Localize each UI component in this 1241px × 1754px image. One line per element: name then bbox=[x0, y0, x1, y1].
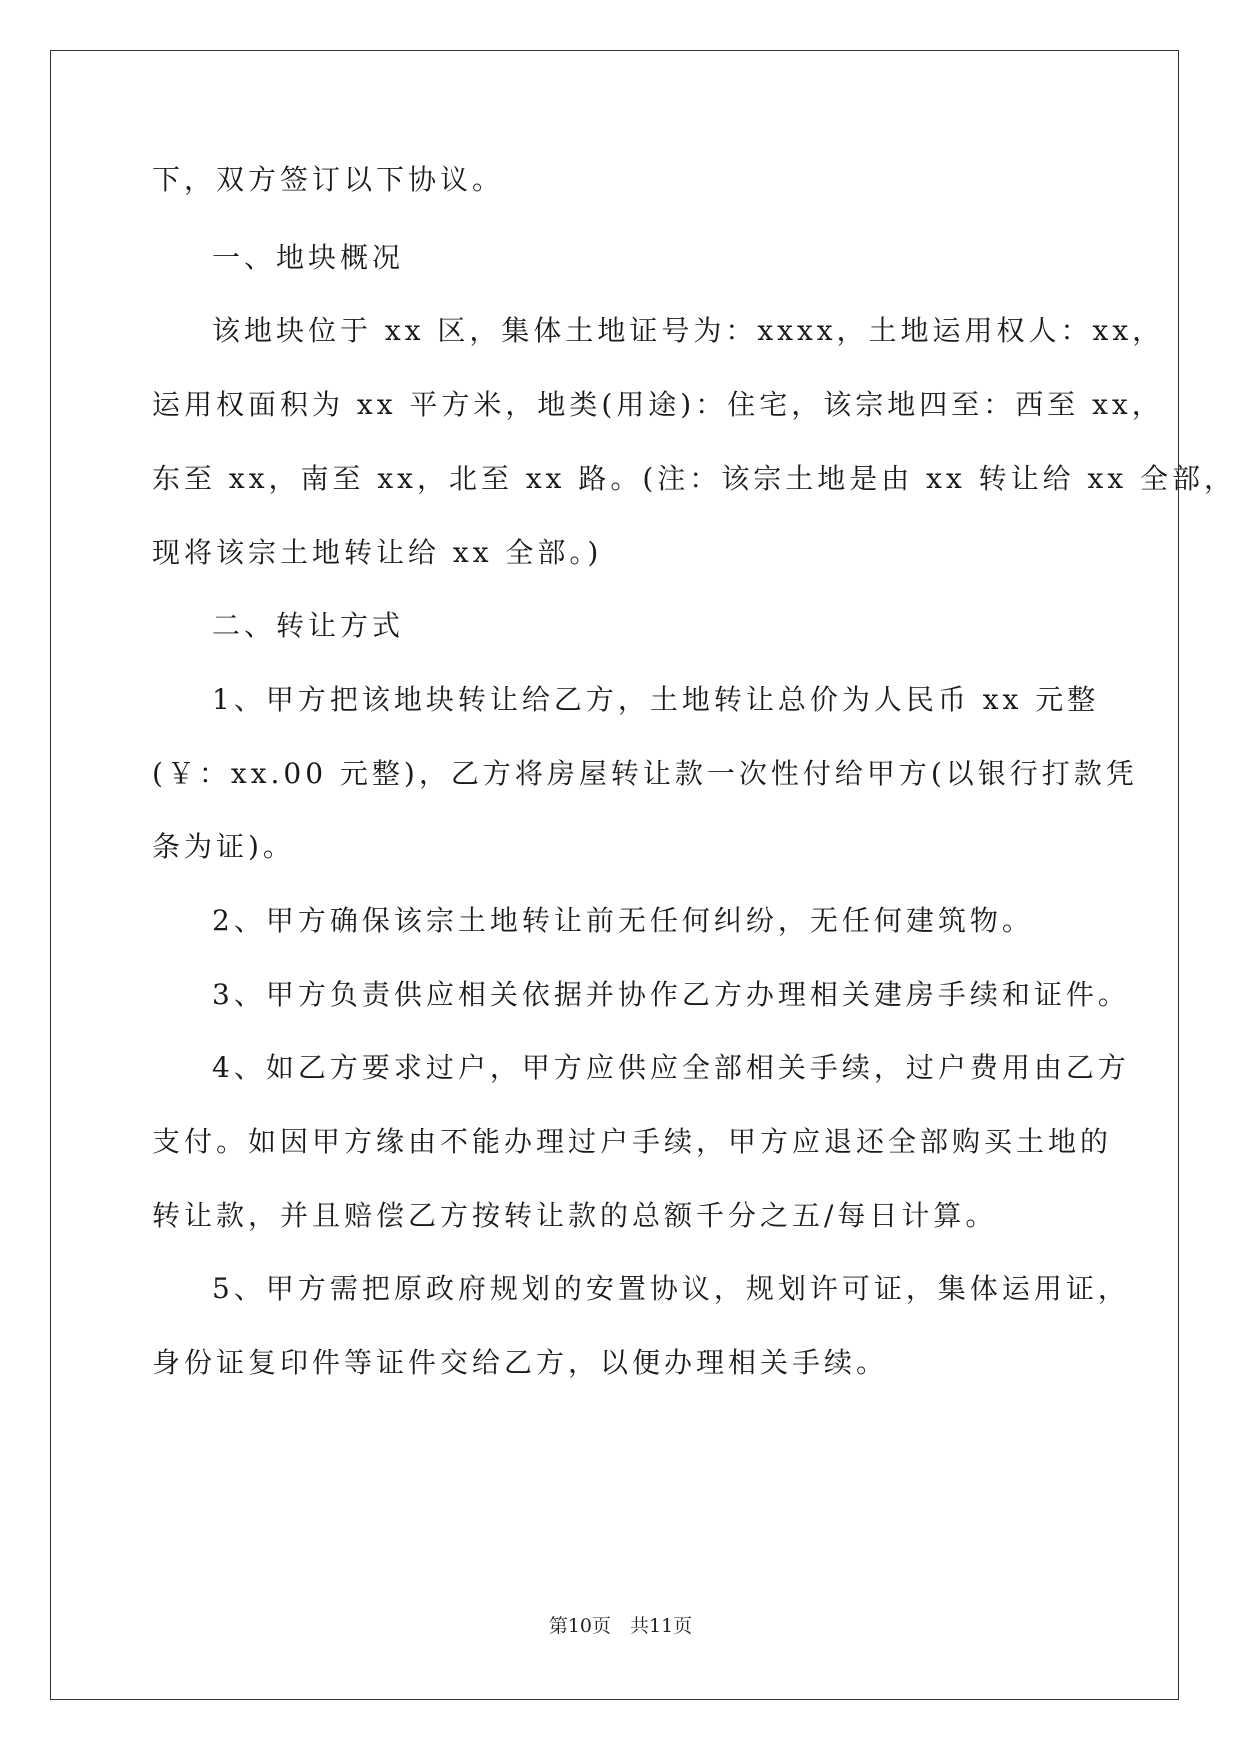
text-line: 1、甲方把该地块转让给乙方，土地转让总价为人民币 xx 元整 bbox=[212, 683, 1100, 716]
text-line: 支付。如因甲方缘由不能办理过户手续，甲方应退还全部购买土地的 bbox=[152, 1125, 1113, 1158]
section-heading-2: 二、转让方式 bbox=[212, 609, 405, 642]
text-line: 2、甲方确保该宗土地转让前无任何纠纷，无任何建筑物。 bbox=[212, 904, 1034, 937]
text-line: 5、甲方需把原政府规划的安置协议，规划许可证，集体运用证， bbox=[212, 1272, 1130, 1305]
text-line: 该地块位于 xx 区，集体土地证号为：xxxx，土地运用权人：xx， bbox=[212, 314, 1165, 347]
text-line: 下，双方签订以下协议。 bbox=[152, 163, 505, 196]
text-line: 3、甲方负责供应相关依据并协作乙方办理相关建房手续和证件。 bbox=[212, 978, 1130, 1011]
section-heading-1: 一、地块概况 bbox=[212, 241, 405, 274]
text-line: 东至 xx，南至 xx，北至 xx 路。(注：该宗土地是由 xx 转让给 xx 全部， bbox=[152, 462, 1237, 495]
page-border bbox=[50, 50, 1179, 1700]
text-line: (￥：xx.00 元整)，乙方将房屋转让款一次性付给甲方(以银行打款凭 bbox=[152, 757, 1138, 790]
text-line: 4、如乙方要求过户，甲方应供应全部相关手续，过户费用由乙方 bbox=[212, 1051, 1130, 1084]
text-line: 身份证复印件等证件交给乙方，以便办理相关手续。 bbox=[152, 1346, 889, 1379]
text-line: 现将该宗土地转让给 xx 全部。) bbox=[152, 536, 603, 569]
text-line: 运用权面积为 xx 平方米，地类(用途)：住宅，该宗地四至：西至 xx， bbox=[152, 388, 1164, 421]
text-line: 条为证)。 bbox=[152, 830, 295, 863]
text-line: 转让款，并且赔偿乙方按转让款的总额千分之五/每日计算。 bbox=[152, 1199, 998, 1232]
page-number: 第10页 共11页 bbox=[548, 1615, 693, 1637]
